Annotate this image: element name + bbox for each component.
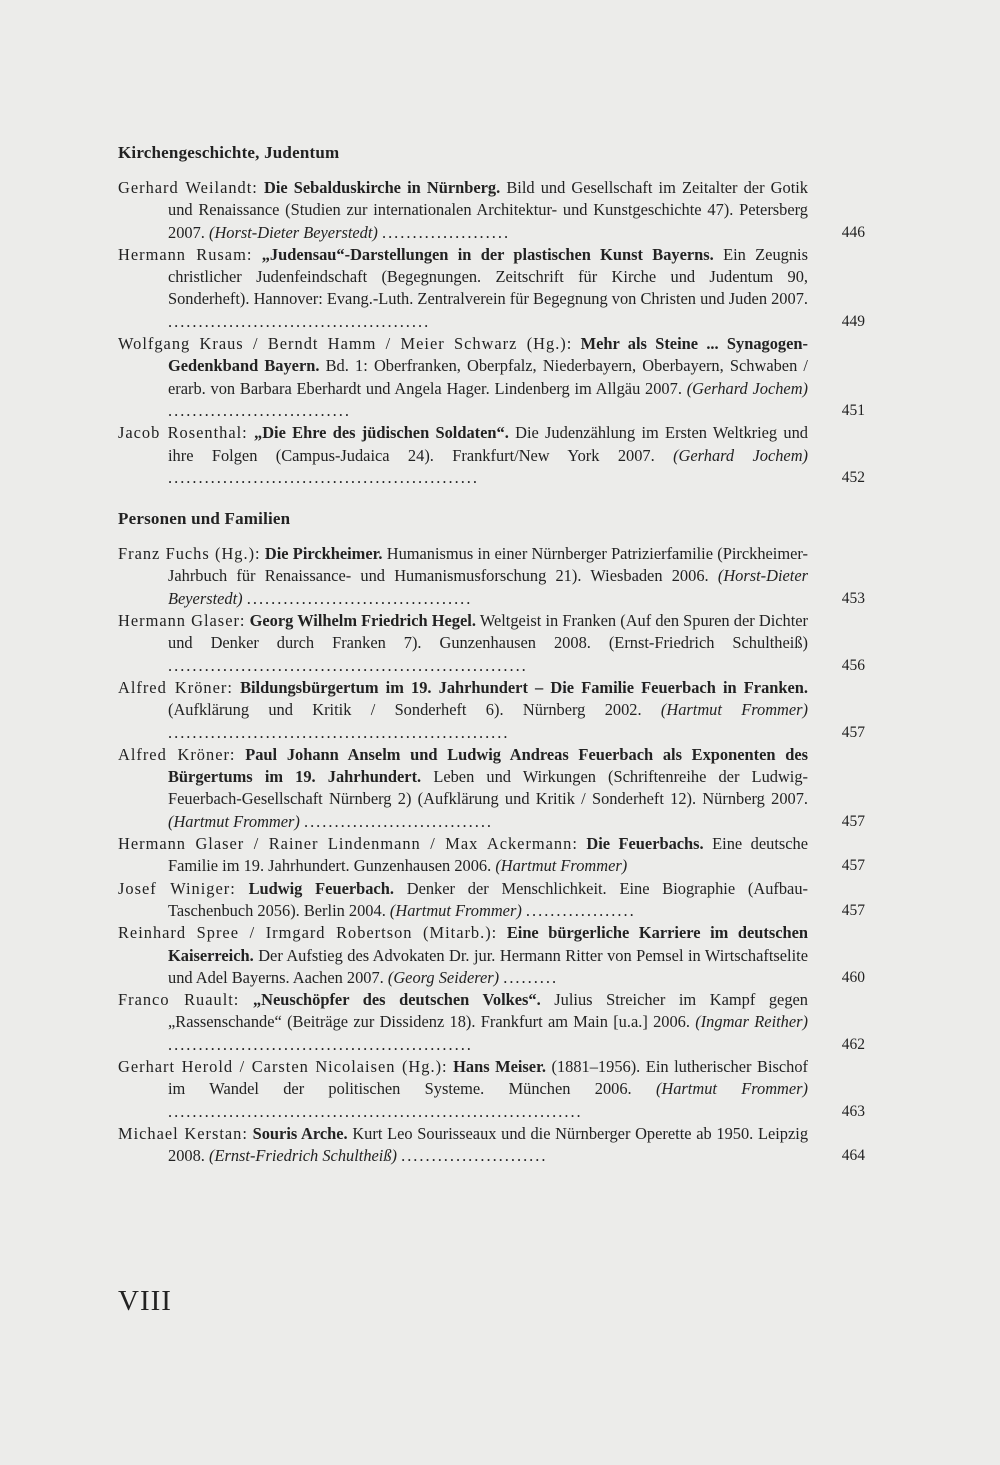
entry-author: Josef Winiger:: [118, 878, 236, 898]
entry-author: Michael Kerstan:: [118, 1123, 248, 1143]
entry-reviewer: (Georg Seiderer): [387, 967, 500, 987]
entry-details: Die Judenzählung im Ersten Weltkrieg und ihre Folgen (Campus-Judaica 24). Frankfurt/New York 2007.: [168, 423, 809, 465]
leader-dots: ........................: [401, 1146, 548, 1166]
entry-details: Bd. 1: Oberfranken, Oberpfalz, Niederbayern, Oberbayern, Schwaben / erarb. von Barbara Eberhardt und Angela Hager. Lindenberg im Allgäu 2007.: [168, 356, 808, 398]
entry-title: „Neuschöpfer des deutschen Volkes“.: [252, 990, 541, 1010]
entry-author: Franz Fuchs (Hg.):: [118, 544, 261, 564]
entry-page-number: 464: [841, 1147, 865, 1165]
entry-title: Mehr als Steine ... Synagogen-Gedenkband Bayern.: [168, 334, 808, 376]
entry-details: Weltgeist in Franken (Auf den Spuren der Dichter und Denker durch Franken 7). Gunzenhausen 2008. (Ernst-Friedrich Schultheiß): [168, 611, 809, 653]
entry-title: Hans Meiser.: [453, 1056, 546, 1076]
leader-dots: .....................................: [246, 588, 473, 608]
toc-entry: [118, 833, 865, 878]
leader-dots: .........: [503, 967, 559, 987]
leader-dots: ....................................................................: [168, 1101, 583, 1121]
entry-reviewer: (Horst-Dieter Beyerstedt): [209, 222, 378, 242]
entry-author: Hermann Rusam:: [118, 244, 253, 264]
entry-details: Humanismus in einer Nürnberger Patrizierfamilie (Pirckheimer-Jahrbuch für Renaissance- und Humanismusforschung 21). Wiesbaden 2006.: [168, 544, 808, 586]
toc-section: [118, 143, 865, 489]
entry-page-number: 462: [841, 1035, 865, 1053]
entry-title: Die Sebalduskirche in Nürnberg.: [263, 178, 501, 197]
section-heading: Personen und Familien: [118, 509, 291, 529]
table-of-contents: [118, 143, 865, 1183]
entry-details: Julius Streicher im Kampf gegen „Rassenschande“ (Beiträge zur Dissidenz 18). Frankfurt am Main [u.a.] 2006.: [168, 990, 808, 1032]
entry-details: (Aufklärung und Kritik / Sonderheft 6). Nürnberg 2002.: [168, 700, 642, 720]
entry-page-number: 451: [841, 401, 865, 419]
entry-details: Denker der Menschlichkeit. Eine Biographie (Aufbau-Taschenbuch 2056). Berlin 2004.: [168, 878, 808, 920]
entry-author: Gerhart Herold / Carsten Nicolaisen (Hg.):: [118, 1056, 448, 1076]
entry-title: „Judensau“-Darstellungen in der plastischen Kunst Bayerns.: [261, 244, 714, 264]
entry-title: Die Pirckheimer.: [264, 544, 383, 564]
entry-title: Ludwig Feuerbach.: [248, 878, 394, 898]
page-folio: VIII: [118, 1285, 172, 1317]
entry-author: Jacob Rosenthal:: [118, 423, 248, 443]
entry-author: Alfred Kröner:: [118, 677, 233, 697]
entry-reviewer: (Ingmar Reither): [695, 1012, 808, 1032]
toc-entry: [118, 333, 865, 422]
entry-page-number: 456: [841, 656, 865, 674]
entry-title: Eine bürgerliche Karriere im deutschen Kaiserreich.: [168, 923, 808, 965]
entry-page-number: 457: [841, 857, 865, 875]
toc-entry: [118, 422, 865, 489]
toc-entry: [118, 244, 865, 333]
entry-page-number: 463: [841, 1102, 865, 1120]
leader-dots: ..................................................: [168, 1034, 473, 1054]
toc-entry: [118, 177, 865, 244]
entry-reviewer: (Hartmut Frommer): [168, 811, 300, 831]
leader-dots: .....................: [381, 222, 511, 242]
toc-entry: [118, 878, 865, 923]
toc-entry: [118, 543, 865, 610]
entry-title: „Die Ehre des jüdischen Soldaten“.: [254, 423, 509, 443]
entry-page-number: 457: [841, 723, 865, 741]
entry-author: Alfred Kröner:: [118, 744, 236, 764]
entry-reviewer: (Hartmut Frommer): [389, 900, 522, 920]
leader-dots: ...............................: [303, 811, 494, 831]
entry-page-number: 457: [841, 901, 865, 919]
entry-title: Die Feuerbachs.: [586, 834, 704, 854]
entry-title: Souris Arche.: [252, 1123, 348, 1143]
entry-page-number: 449: [841, 312, 865, 330]
entry-page-number: 452: [841, 468, 865, 486]
toc-entry: [118, 677, 865, 744]
leader-dots: ..............................: [168, 400, 351, 420]
toc-entry: [118, 989, 865, 1056]
entry-details: Kurt Leo Sourisseaux und die Nürnberger Operette ab 1950. Leipzig 2008.: [168, 1123, 809, 1166]
leader-dots: ...........................................: [168, 311, 431, 331]
entry-details: (1881–1956). Ein lutherischer Bischof im Wandel der politischen Systeme. München 2006.: [168, 1056, 809, 1099]
section-heading: Kirchengeschichte, Judentum: [118, 143, 340, 162]
toc-entry: [118, 610, 865, 677]
entry-details: Ein Zeugnis christlicher Judenfeindschaft (Begegnungen. Zeitschrift für Kirche und Judentum 90, Sonderheft). Hannover: Evang.-Luth. Zentralverein für Begegnung von Christen und Juden 2007.: [168, 244, 808, 309]
entry-reviewer: (Ernst-Friedrich Schultheiß): [209, 1146, 397, 1166]
entry-page-number: 457: [841, 812, 865, 830]
entry-page-number: 446: [841, 223, 865, 241]
toc-entry: [118, 1123, 865, 1168]
toc-entry: [118, 1056, 865, 1123]
entry-title: Georg Wilhelm Friedrich Hegel.: [249, 611, 476, 631]
entry-reviewer: (Gerhard Jochem): [686, 378, 808, 398]
entry-reviewer: (Horst-Dieter Beyerstedt): [168, 566, 808, 608]
entry-author: Gerhard Weilandt:: [118, 178, 258, 197]
entry-details: Leben und Wirkungen (Schriftenreihe der Ludwig-Feuerbach-Gesellschaft Nürnberg 2) (Aufklärung und Kritik / Sonderheft 12). Nürnberg 2007.: [168, 767, 809, 809]
toc-entry: [118, 744, 865, 833]
entry-author: Wolfgang Kraus / Berndt Hamm / Meier Schwarz (Hg.):: [118, 334, 573, 354]
leader-dots: ..................: [525, 900, 636, 920]
toc-entry: [118, 922, 865, 989]
entry-details: Der Aufstieg des Advokaten Dr. jur. Hermann Ritter von Pemsel in Wirtschaftselite und Adel Bayerns. Aachen 2007.: [168, 945, 808, 987]
entry-reviewer: (Hartmut Frommer): [655, 1079, 808, 1099]
entry-title: Paul Johann Anselm und Ludwig Andreas Feuerbach als Exponenten des Bürgertums im 19. Jahrhundert.: [168, 744, 808, 787]
leader-dots: ........................................................: [168, 722, 510, 742]
entry-reviewer: (Gerhard Jochem): [673, 445, 808, 465]
toc-section: [118, 509, 865, 1167]
entry-reviewer: (Hartmut Frommer): [495, 856, 628, 876]
entry-details: Eine deutsche Familie im 19. Jahrhundert. Gunzenhausen 2006.: [168, 834, 808, 876]
entry-author: Hermann Glaser / Rainer Lindenmann / Max Ackermann:: [118, 834, 578, 854]
entry-page-number: 460: [841, 968, 865, 986]
entry-details: Bild und Gesellschaft im Zeitalter der Gotik und Renaissance (Studien zur internationalen Architektur- und Kunstgeschichte 47). Petersberg 2007.: [168, 178, 809, 242]
leader-dots: ...................................................: [168, 467, 479, 487]
entry-author: Franco Ruault:: [118, 990, 240, 1010]
entry-page-number: 453: [841, 589, 865, 607]
leader-dots: ...........................................................: [168, 655, 528, 675]
entry-reviewer: (Hartmut Frommer): [660, 700, 808, 720]
entry-author: Reinhard Spree / Irmgard Robertson (Mitarb.):: [118, 923, 498, 943]
entry-title: Bildungsbürgertum im 19. Jahrhundert – Die Familie Feuerbach in Franken.: [240, 677, 808, 697]
entry-author: Hermann Glaser:: [118, 611, 246, 631]
